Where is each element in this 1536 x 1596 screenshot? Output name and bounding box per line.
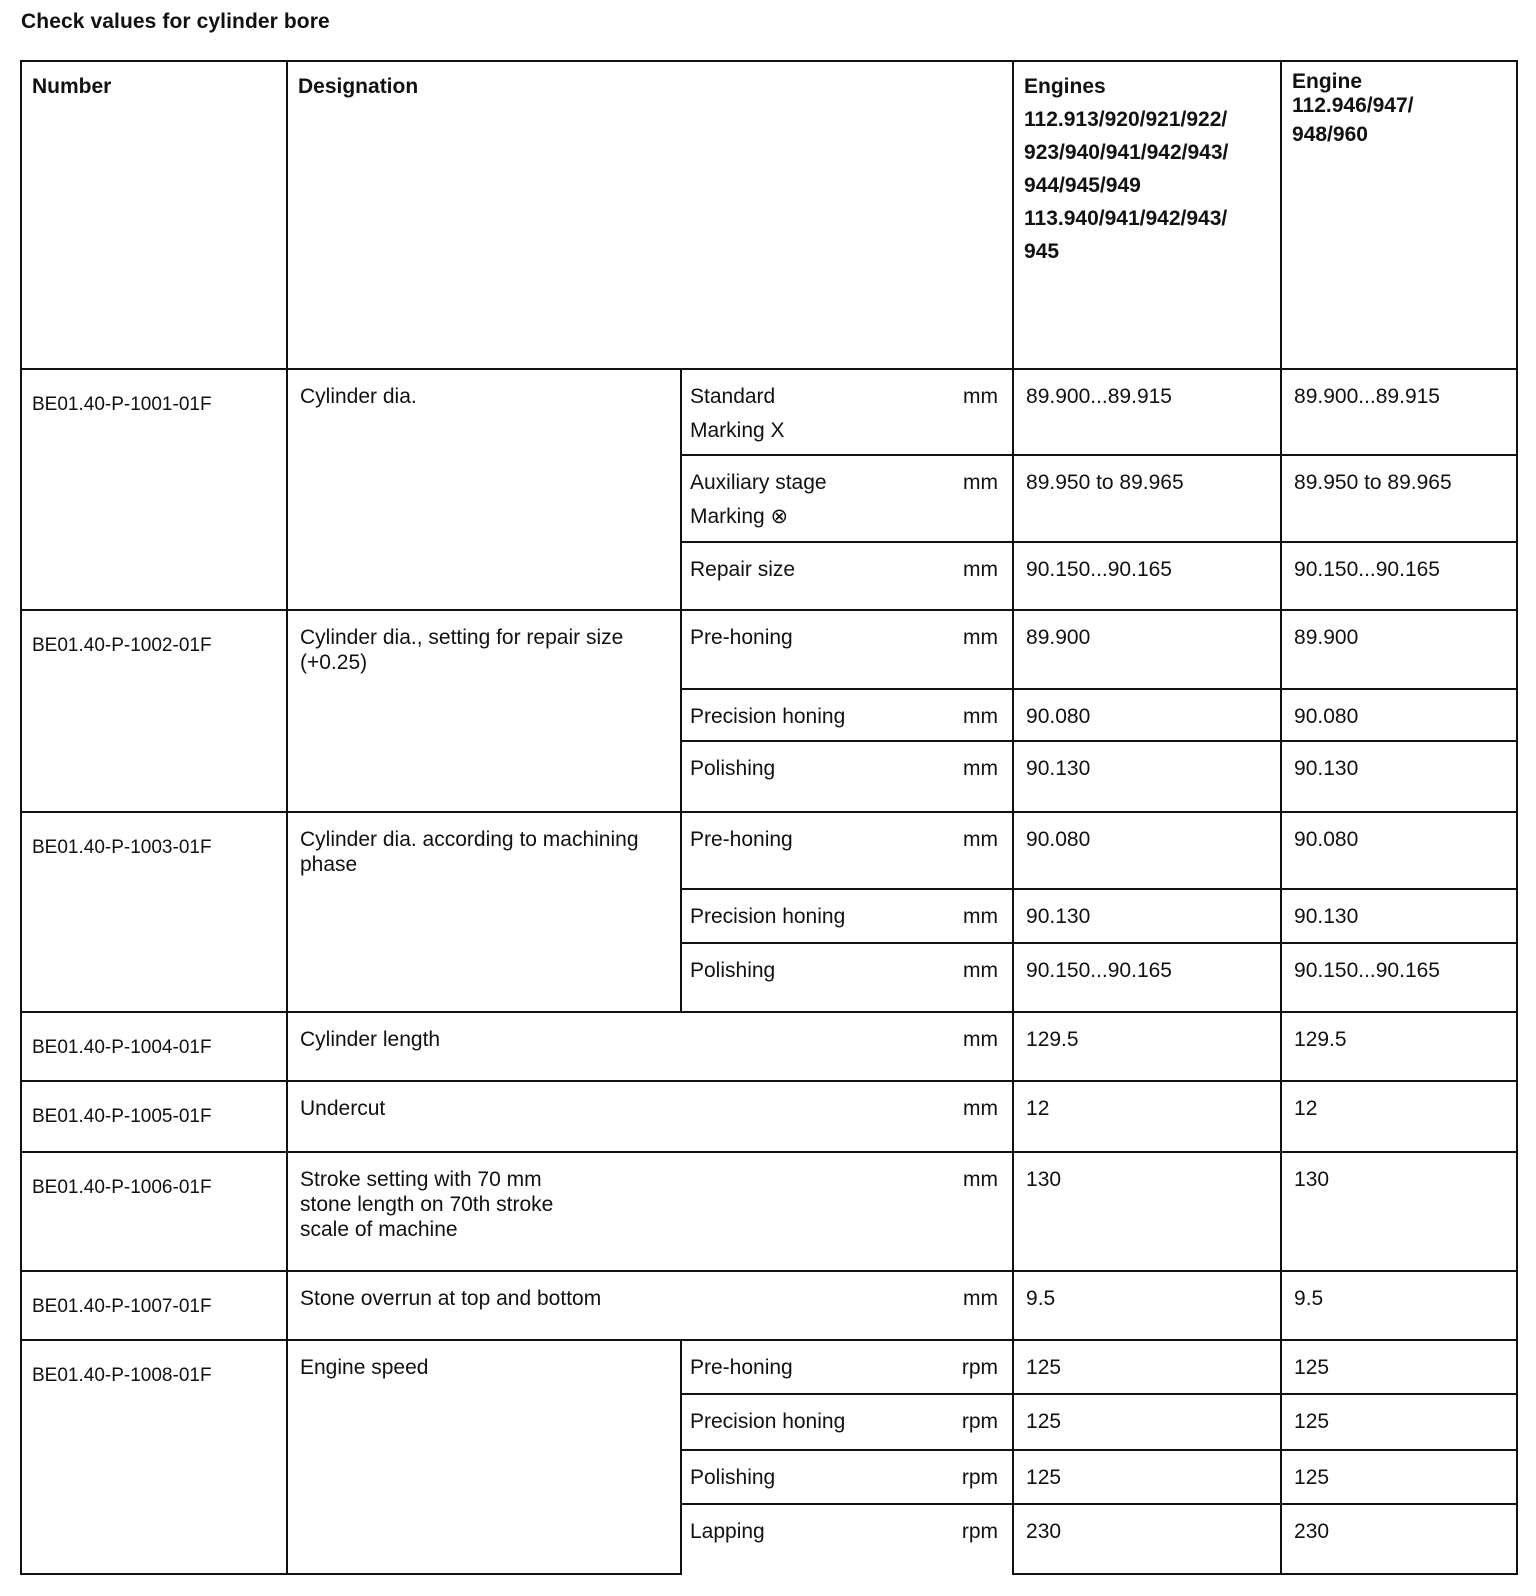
header-b-line: Engine [1292,70,1363,93]
value-b: 90.080 [1281,689,1517,741]
value-a: 230 [1013,1504,1281,1574]
row-designation: Stroke setting with 70 mm stone length on 70th stroke scale of machine [287,1152,931,1271]
value-b: 90.130 [1281,889,1517,943]
sub-label: Polishing [681,741,931,812]
value-a: 90.130 [1013,741,1281,812]
value-b: 9.5 [1281,1271,1517,1340]
row-designation: Cylinder dia. [287,369,681,610]
sub-label: Auxiliary stage Marking ⊗ [681,455,931,542]
value-a: 90.080 [1013,812,1281,889]
row-number: BE01.40-P-1001-01F [21,369,287,610]
table-row [21,610,1517,689]
value-b: 125 [1281,1340,1517,1394]
header-a-line: 113.940/941/942/943/ [1024,207,1228,230]
value-b: 90.130 [1281,741,1517,812]
value-b: 89.900 [1281,610,1517,689]
header-b-line: 948/960 [1292,123,1368,146]
row-number: BE01.40-P-1002-01F [21,610,287,812]
sub-label: Precision honing [681,1394,931,1450]
value-b: 130 [1281,1152,1517,1271]
row-number: BE01.40-P-1008-01F [21,1340,287,1574]
unit: mm [931,741,1013,812]
sub-label: Pre-honing [681,1340,931,1394]
row-number: BE01.40-P-1006-01F [21,1152,287,1271]
value-a: 89.900 [1013,610,1281,689]
unit: mm [931,610,1013,689]
value-a: 125 [1013,1340,1281,1394]
row-number: BE01.40-P-1003-01F [21,812,287,1012]
unit: mm [931,1081,1013,1152]
unit: rpm [931,1450,1013,1504]
sub-label: Lapping [681,1504,931,1574]
value-a: 89.950 to 89.965 [1013,455,1281,542]
page-title: Check values for cylinder bore [21,10,330,33]
header-designation: Designation [287,61,1013,369]
sub-label: Polishing [681,1450,931,1504]
row-designation: Cylinder length [287,1012,931,1081]
row-number: BE01.40-P-1004-01F [21,1012,287,1081]
row-designation: Cylinder dia., setting for repair size (+0.25) [287,610,681,812]
header-a-line: 112.913/920/921/922/ [1024,108,1228,131]
table-row [21,1152,1517,1271]
sub-label: Pre-honing [681,610,931,689]
row-number: BE01.40-P-1007-01F [21,1271,287,1340]
unit: mm [931,943,1013,1012]
unit: rpm [931,1394,1013,1450]
value-a: 90.130 [1013,889,1281,943]
table-row [21,1271,1517,1340]
unit: mm [931,1012,1013,1081]
value-b: 129.5 [1281,1012,1517,1081]
value-b: 125 [1281,1450,1517,1504]
unit: mm [963,385,999,408]
value-a: 130 [1013,1152,1281,1271]
value-b: 125 [1281,1394,1517,1450]
value-a: 90.080 [1013,689,1281,741]
header-b-line: 112.946/947/ [1292,94,1414,117]
value-a: 129.5 [1013,1012,1281,1081]
unit: mm [931,889,1013,943]
value-a: 125 [1013,1394,1281,1450]
row-designation: Engine speed [287,1340,681,1574]
header-a-line: 944/945/949 [1024,174,1141,197]
sub-label: Precision honing [681,689,931,741]
value-b: 90.150...90.165 [1281,943,1517,1012]
header-engines-a [1013,61,1281,369]
unit: mm [931,689,1013,741]
unit: mm [931,812,1013,889]
value-b: 89.950 to 89.965 [1281,455,1517,542]
header-a-line: 945 [1024,240,1060,263]
unit: mm [931,542,1013,610]
sub-label: Precision honing [681,889,931,943]
value-b: 12 [1281,1081,1517,1152]
sub-label: Polishing [681,943,931,1012]
table-header-row [21,61,1517,369]
row-designation: Cylinder dia. according to machining phase [287,812,681,1012]
value-a: 12 [1013,1081,1281,1152]
header-a-line: 923/940/941/942/943/ [1024,141,1229,164]
table-row [21,369,1517,455]
value-a: 90.150...90.165 [1013,542,1281,610]
unit: rpm [931,1340,1013,1394]
sub-label: Standard Marking X [690,385,785,442]
value-a: 90.150...90.165 [1013,943,1281,1012]
value-b: 90.150...90.165 [1281,542,1517,610]
value-b: 89.900...89.915 [1281,369,1517,455]
header-engine-b [1281,61,1517,369]
row-designation: Undercut [287,1081,931,1152]
value-a: 125 [1013,1450,1281,1504]
value-a: 9.5 [1013,1271,1281,1340]
unit: rpm [931,1504,1013,1574]
check-values-table [20,60,1518,1575]
sub-label: Pre-honing [681,812,931,889]
row-number: BE01.40-P-1005-01F [21,1081,287,1152]
row-designation: Stone overrun at top and bottom [287,1271,931,1340]
unit: mm [931,1152,1013,1271]
table-row [21,812,1517,889]
table-row [21,1081,1517,1152]
header-number: Number [21,61,287,369]
table-row [21,1340,1517,1394]
header-a-line: Engines [1024,75,1106,98]
value-a: 89.900...89.915 [1013,369,1281,455]
unit: mm [931,455,1013,542]
table-row [21,1012,1517,1081]
sub-label: Repair size [681,542,931,610]
value-b: 90.080 [1281,812,1517,889]
value-b: 230 [1281,1504,1517,1574]
unit: mm [931,1271,1013,1340]
